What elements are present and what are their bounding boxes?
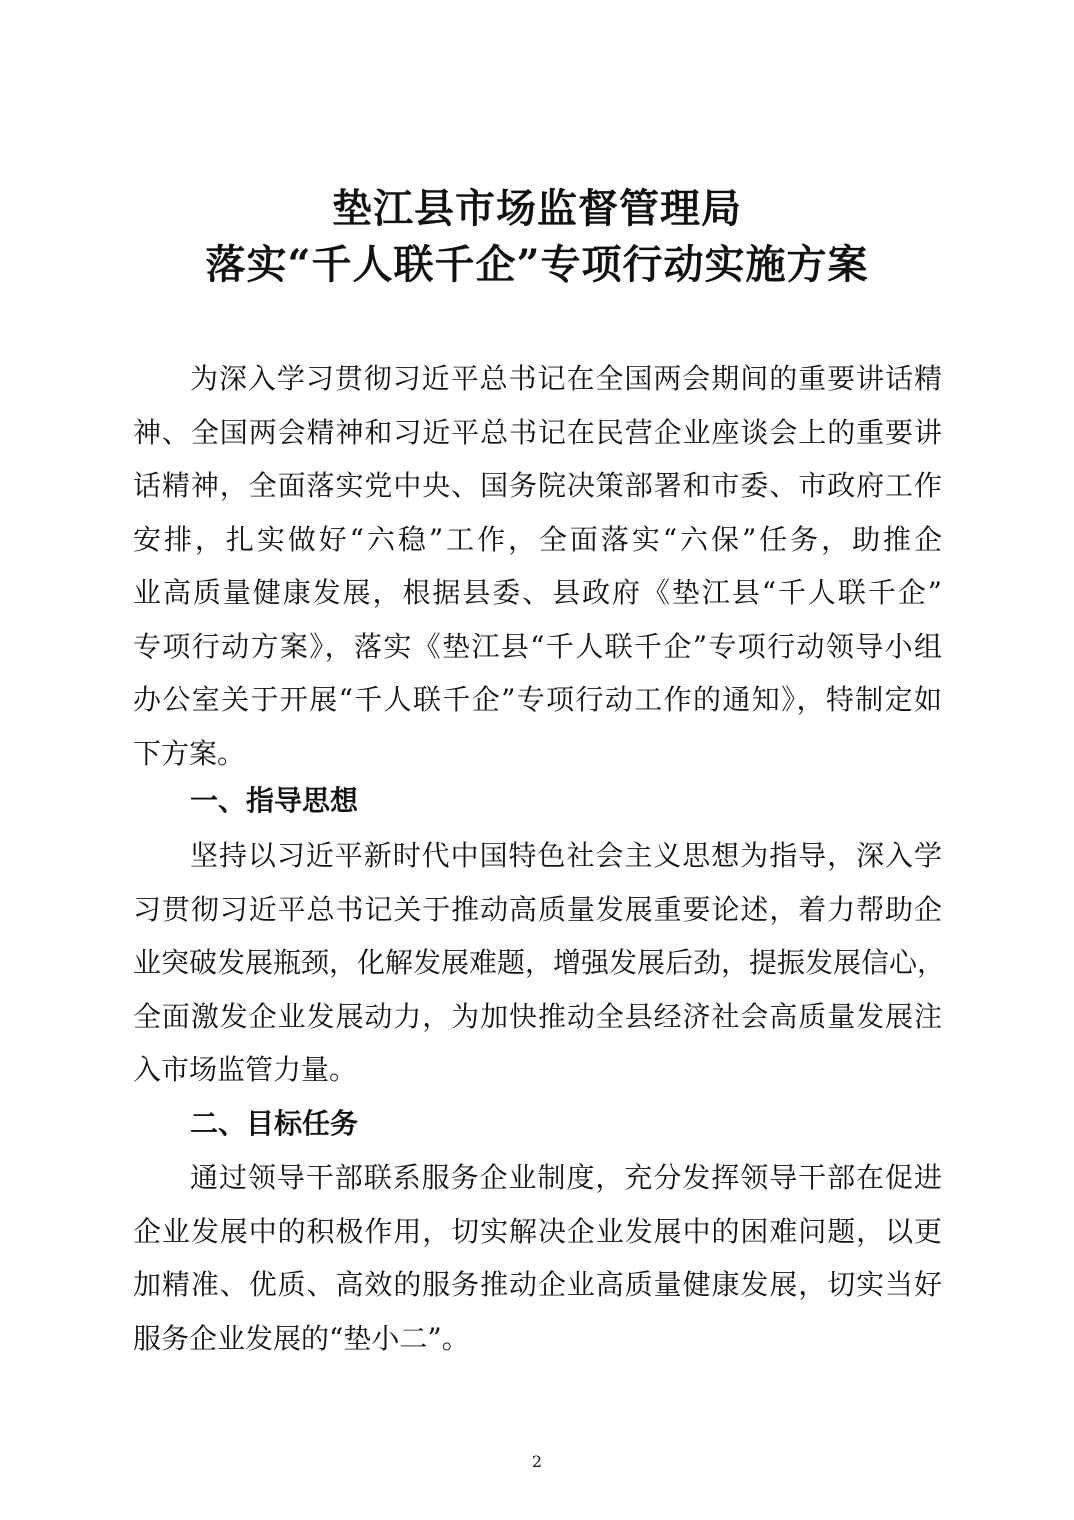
paragraph-line: 专项行动方案》，落实《垫江县“千人联千企”专项行动领导小组 [133, 629, 942, 663]
paragraph-line: 下方案。 [133, 736, 246, 770]
paragraph-line: 服务企业发展的“垫小二”。 [133, 1321, 470, 1355]
paragraph-line: 办公室关于开展“千人联千企”专项行动工作的通知》，特制定如 [133, 683, 942, 716]
page-number: 2 [531, 1452, 543, 1471]
paragraph-line: 业突破发展瓶颈，化解发展难题，增强发展后劲，提振发展信心， [133, 946, 946, 979]
paragraph-line: 企业发展中的积极作用，切实解决企业发展中的困难问题，以更 [133, 1214, 942, 1248]
section-heading: 一、指导思想 [190, 784, 359, 817]
section-heading: 二、目标任务 [190, 1107, 359, 1140]
document-title-line-1: 垫江县市场监督管理局 [332, 185, 742, 232]
paragraph-line: 通过领导干部联系服务企业制度，充分发挥领导干部在促进 [190, 1161, 942, 1194]
paragraph-line: 业高质量健康发展，根据县委、县政府《垫江县“千人联千企” [133, 576, 942, 609]
paragraph-line: 安排，扎实做好“六稳”工作，全面落实“六保”任务，助推企 [133, 522, 942, 556]
paragraph-line: 神、全国两会精神和习近平总书记在民营企业座谈会上的重要讲 [133, 415, 942, 449]
paragraph-line: 加精准、优质、高效的服务推动企业高质量健康发展，切实当好 [133, 1268, 942, 1301]
paragraph-line: 话精神，全面落实党中央、国务院决策部署和市委、市政府工作 [133, 469, 942, 502]
paragraph-line: 入市场监管力量。 [133, 1053, 358, 1086]
document-title-line-2: 落实“千人联千企”专项行动实施方案 [205, 241, 869, 288]
paragraph-line: 坚持以习近平新时代中国特色社会主义思想为指导，深入学 [190, 839, 942, 872]
paragraph-line: 为深入学习贯彻习近平总书记在全国两会期间的重要讲话精 [190, 362, 942, 395]
paragraph-line: 习贯彻习近平总书记关于推动高质量发展重要论述，着力帮助企 [133, 892, 942, 926]
paragraph-line: 全面激发企业发展动力，为加快推动全县经济社会高质量发展注 [133, 999, 942, 1033]
